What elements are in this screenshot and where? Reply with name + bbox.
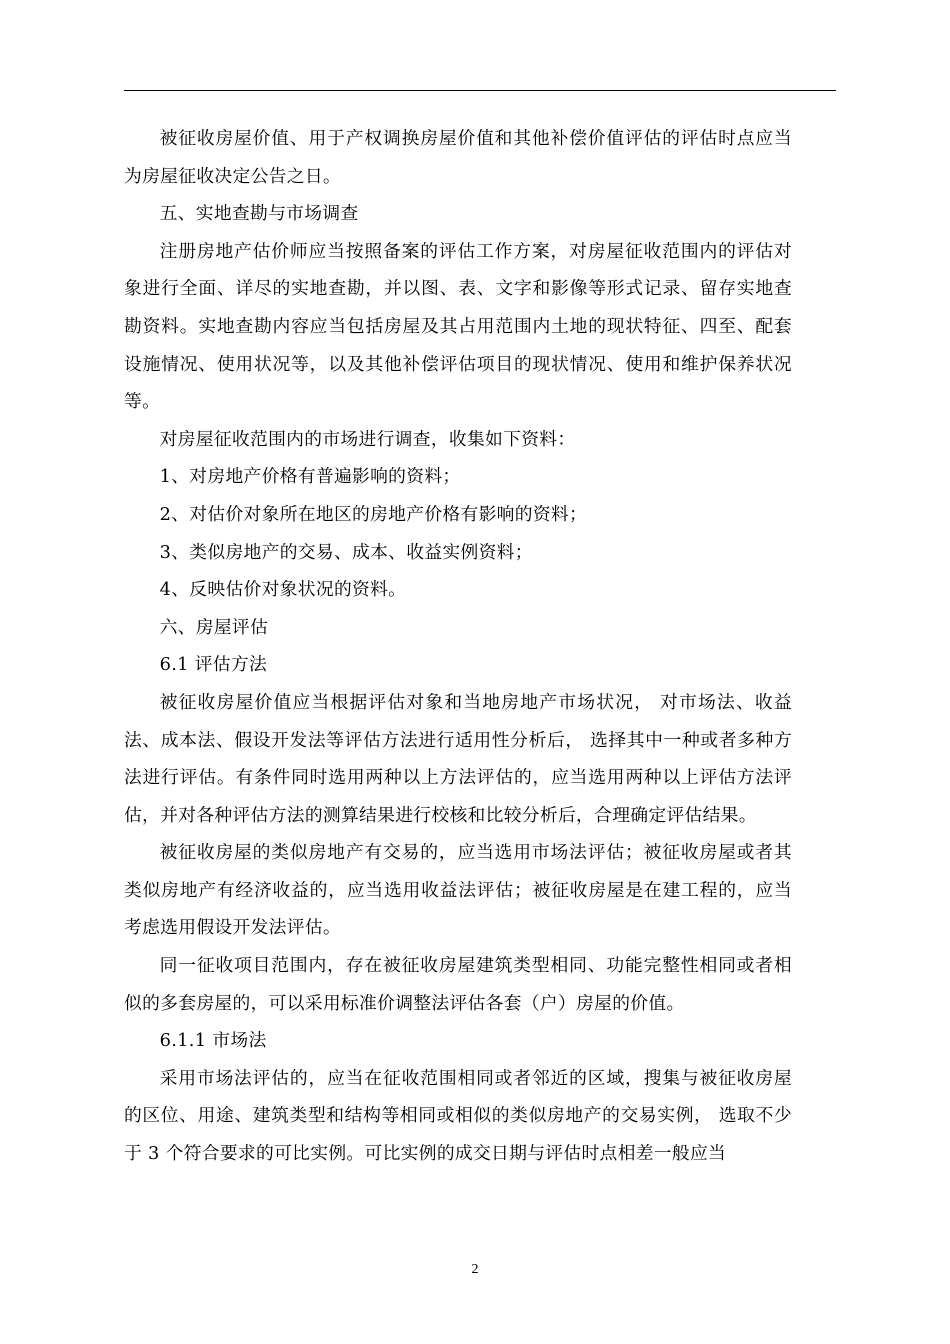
paragraph-site-survey: 注册房地产估价师应当按照备案的评估工作方案，对房屋征收范围内的评估对象进行全面、详尽的实地查勘，并以图、表、文字和影像等形式记录、留存实地查勘资料。实地查勘内容应当包括房屋及其占用范围内土地的现状特征、四至、配套设施情况、使用状况等，以及其他补偿评估项目的现状情况、使用和维护保养状况等。 bbox=[124, 240, 792, 413]
paragraph-market-method: 采用市场法评估的，应当在征收范围相同或者邻近的区域，搜集与被征收房屋的区位、用途、建筑类型和结构等相同或相似的类似房地产的交易实例， 选取不少于 3 个符合要求的可比实例。可比实例的成交日期与评估时点相差一般应当 bbox=[124, 1067, 792, 1165]
page-number: 2 bbox=[471, 1262, 479, 1277]
heading-6-1: 6.1 评估方法 bbox=[159, 654, 268, 676]
paragraph-standard-price: 同一征收项目范围内，存在被征收房屋建筑类型相同、功能完整性相同或者相似的多套房屋的，可以采用标准价调整法评估各套（户）房屋的价值。 bbox=[124, 955, 792, 1014]
heading-section-5: 五、实地查勘与市场调查 bbox=[159, 203, 359, 225]
paragraph-method-selection: 被征收房屋的类似房地产有交易的，应当选用市场法评估；被征收房屋或者其类似房地产有经济收益的，应当选用收益法评估；被征收房屋是在建工程的，应当考虑选用假设开发法评估。 bbox=[124, 842, 792, 939]
header-rule bbox=[124, 90, 836, 91]
paragraph-market-survey-intro: 对房屋征收范围内的市场进行调查，收集如下资料： bbox=[159, 428, 576, 450]
document-body bbox=[124, 120, 792, 1173]
heading-section-6: 六、房屋评估 bbox=[159, 616, 269, 638]
list-item-2: 2、对估价对象所在地区的房地产价格有影响的资料； bbox=[159, 503, 588, 525]
paragraph-methods: 被征收房屋价值应当根据评估对象和当地房地产市场状况， 对市场法、收益法、成本法、假设开发法等评估方法进行适用性分析后， 选择其中一种或者多种方法进行评估。有条件同时选用两种以上方法评估的，应当选用两种以上评估方法评估，并对各种评估方法的测算结果进行校核和比较分析后，合理确定评估结果。 bbox=[124, 691, 792, 826]
paragraph-valuation-date: 被征收房屋价值、用于产权调换房屋价值和其他补偿价值评估的评估时点应当为房屋征收决定公告之日。 bbox=[124, 128, 792, 187]
heading-6-1-1: 6.1.1 市场法 bbox=[159, 1030, 267, 1052]
list-item-1: 1、对房地产价格有普遍影响的资料； bbox=[159, 466, 461, 488]
list-item-4: 4、反映估价对象状况的资料。 bbox=[159, 579, 407, 601]
list-item-3: 3、类似房地产的交易、成本、收益实例资料； bbox=[159, 541, 533, 563]
